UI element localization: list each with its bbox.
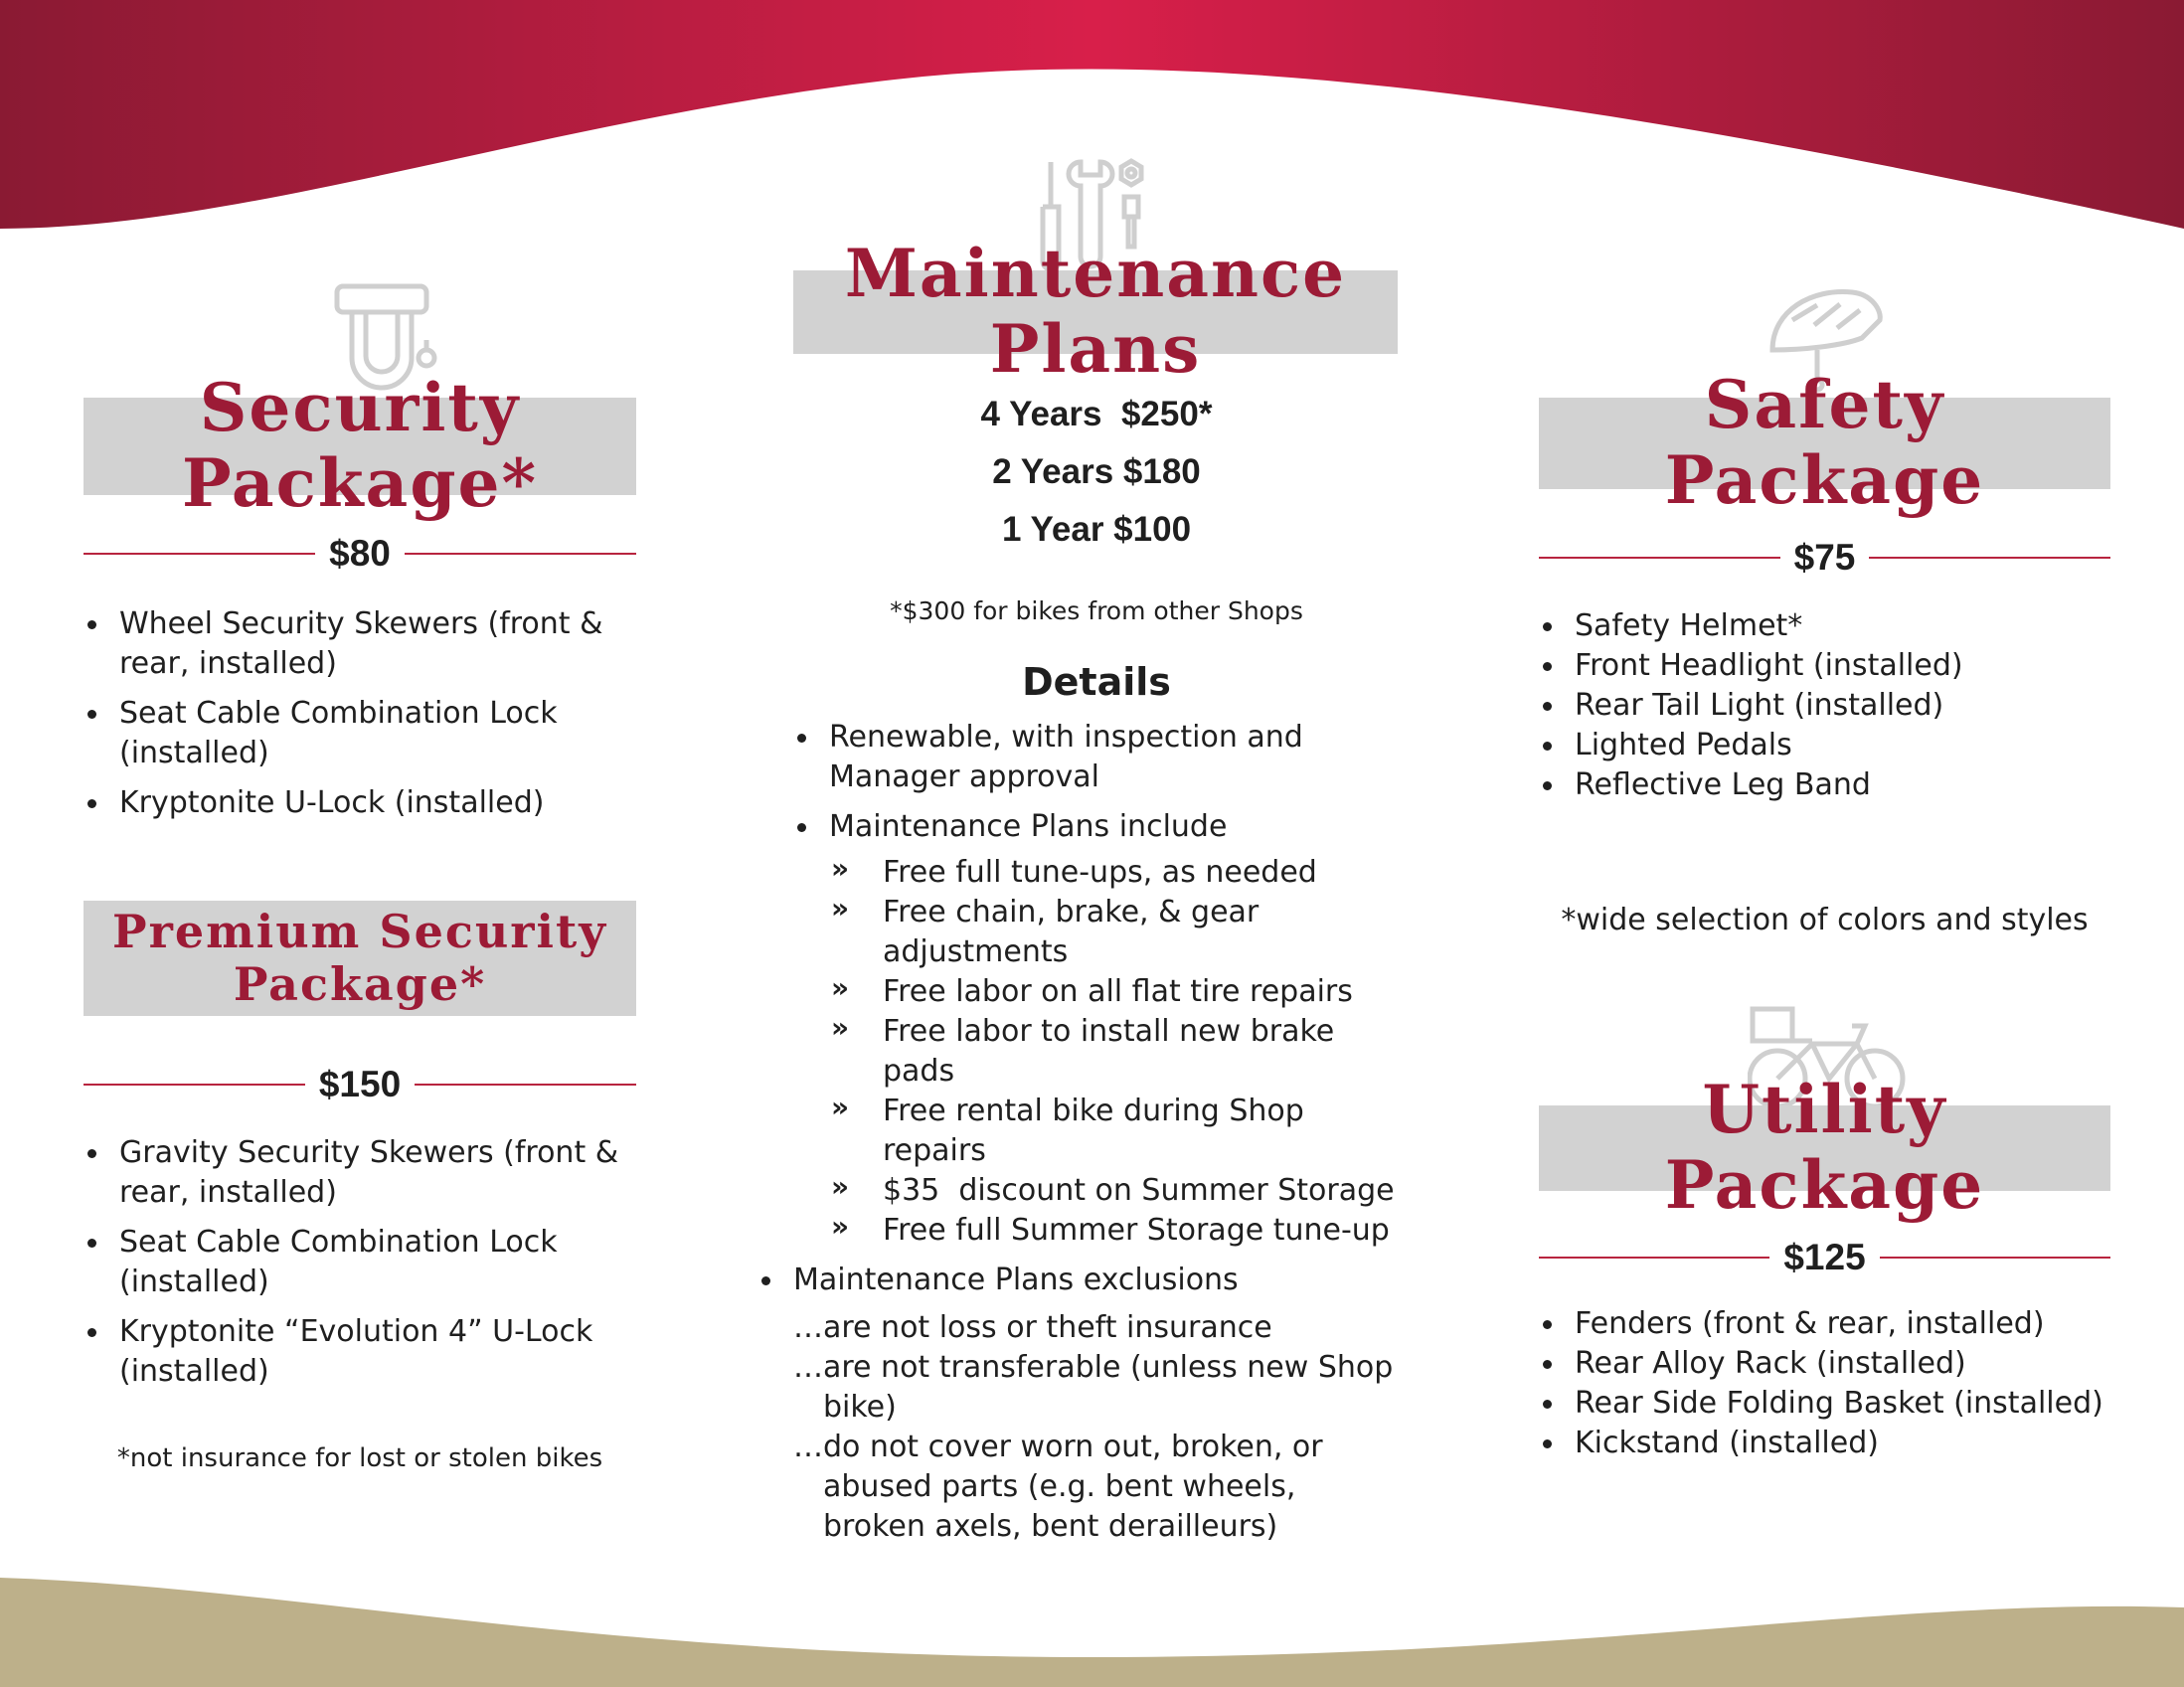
list-item: Fenders (front & rear, installed)	[1539, 1304, 2110, 1344]
list-item: Safety Helmet*	[1539, 606, 2110, 646]
premium-item-list	[84, 1133, 636, 1402]
list-item: Lighted Pedals	[1539, 726, 2110, 765]
includes-list	[829, 853, 1400, 1251]
premium-title-line1: Premium Security	[112, 905, 607, 959]
list-item: Renewable, with inspection and Manager approval	[793, 718, 1400, 797]
list-item: » Free full Summer Storage tune-up	[829, 1211, 1400, 1251]
safety-price-row	[1539, 537, 2110, 579]
list-item: » Free labor to install new brake pads	[829, 1012, 1400, 1092]
security-price: $80	[329, 533, 391, 574]
safety-note: *wide selection of colors and styles	[1561, 903, 2089, 937]
security-package-title: Security Package*	[182, 369, 538, 522]
list-item	[793, 807, 1400, 1251]
list-item: Rear Tail Light (installed)	[1539, 686, 2110, 726]
security-item-list	[84, 604, 636, 833]
utility-package-banner	[1539, 1071, 2110, 1224]
premium-price: $150	[318, 1064, 402, 1104]
list-item: Reflective Leg Band	[1539, 765, 2110, 805]
premium-note: *not insurance for lost or stolen bikes	[116, 1443, 603, 1473]
plan-price: 4 Years $250*	[980, 395, 1213, 433]
utility-package-title: Utility Package	[1664, 1071, 1985, 1224]
safety-price: $75	[1793, 537, 1856, 578]
utility-price: $125	[1783, 1237, 1866, 1277]
list-item: Kickstand (installed)	[1539, 1424, 2110, 1463]
list-item: » Free labor on all flat tire repairs	[829, 972, 1400, 1012]
exclusions-heading: Maintenance Plans exclusions	[793, 1263, 1239, 1297]
safety-package-title: Safety Package	[1664, 366, 1985, 519]
plan-price: 2 Years $180	[992, 452, 1201, 491]
list-item: Wheel Security Skewers (front & rear, installed)	[84, 604, 636, 684]
list-item	[757, 1261, 1400, 1547]
maintenance-plans-title: Maintenance Plans	[844, 235, 1347, 388]
list-item: Kryptonite “Evolution 4” U-Lock (installed)	[84, 1312, 636, 1392]
list-item: Rear Alloy Rack (installed)	[1539, 1344, 2110, 1384]
list-item: Rear Side Folding Basket (installed)	[1539, 1384, 2110, 1424]
list-item: … do not cover worn out, broken, or abused parts (e.g. bent wheels, broken axels, bent derailleurs)	[793, 1428, 1400, 1547]
maintenance-plans-banner	[793, 235, 1398, 388]
list-item: » Free chain, brake, & gear adjustments	[829, 893, 1400, 972]
list-item: Seat Cable Combination Lock (installed)	[84, 1223, 636, 1302]
details-list	[793, 718, 1400, 1557]
safety-utility-column	[1539, 0, 2110, 1687]
safety-item-list	[1539, 606, 2110, 805]
list-item: Front Headlight (installed)	[1539, 646, 2110, 686]
list-item: Kryptonite U-Lock (installed)	[84, 783, 636, 823]
list-item: Seat Cable Combination Lock (installed)	[84, 694, 636, 773]
plans-note: *$300 for bikes from other Shops	[890, 596, 1303, 625]
plan-price: 1 Year $100	[1001, 510, 1192, 549]
list-item: … are not loss or theft insurance	[793, 1308, 1400, 1348]
security-column	[84, 0, 636, 1687]
premium-security-banner	[84, 901, 636, 1016]
premium-price-row	[84, 1064, 636, 1105]
details-heading: Details	[1022, 660, 1171, 704]
security-price-row	[84, 533, 636, 575]
list-item: » Free full tune-ups, as needed	[829, 853, 1400, 893]
utility-item-list	[1539, 1304, 2110, 1463]
list-item: » $35 discount on Summer Storage	[829, 1171, 1400, 1211]
maintenance-column	[793, 0, 1400, 1687]
list-item: Gravity Security Skewers (front & rear, installed)	[84, 1133, 636, 1213]
list-item: … are not transferable (unless new Shop bike)	[793, 1348, 1400, 1428]
includes-heading: Maintenance Plans include	[829, 809, 1228, 844]
exclusions-list	[793, 1308, 1400, 1547]
premium-title-line2: Package*	[233, 957, 487, 1011]
list-item: » Free rental bike during Shop repairs	[829, 1092, 1400, 1171]
plan-price-list	[793, 386, 1400, 559]
safety-package-banner	[1539, 366, 2110, 519]
security-package-banner	[84, 369, 636, 522]
utility-price-row	[1539, 1237, 2110, 1278]
